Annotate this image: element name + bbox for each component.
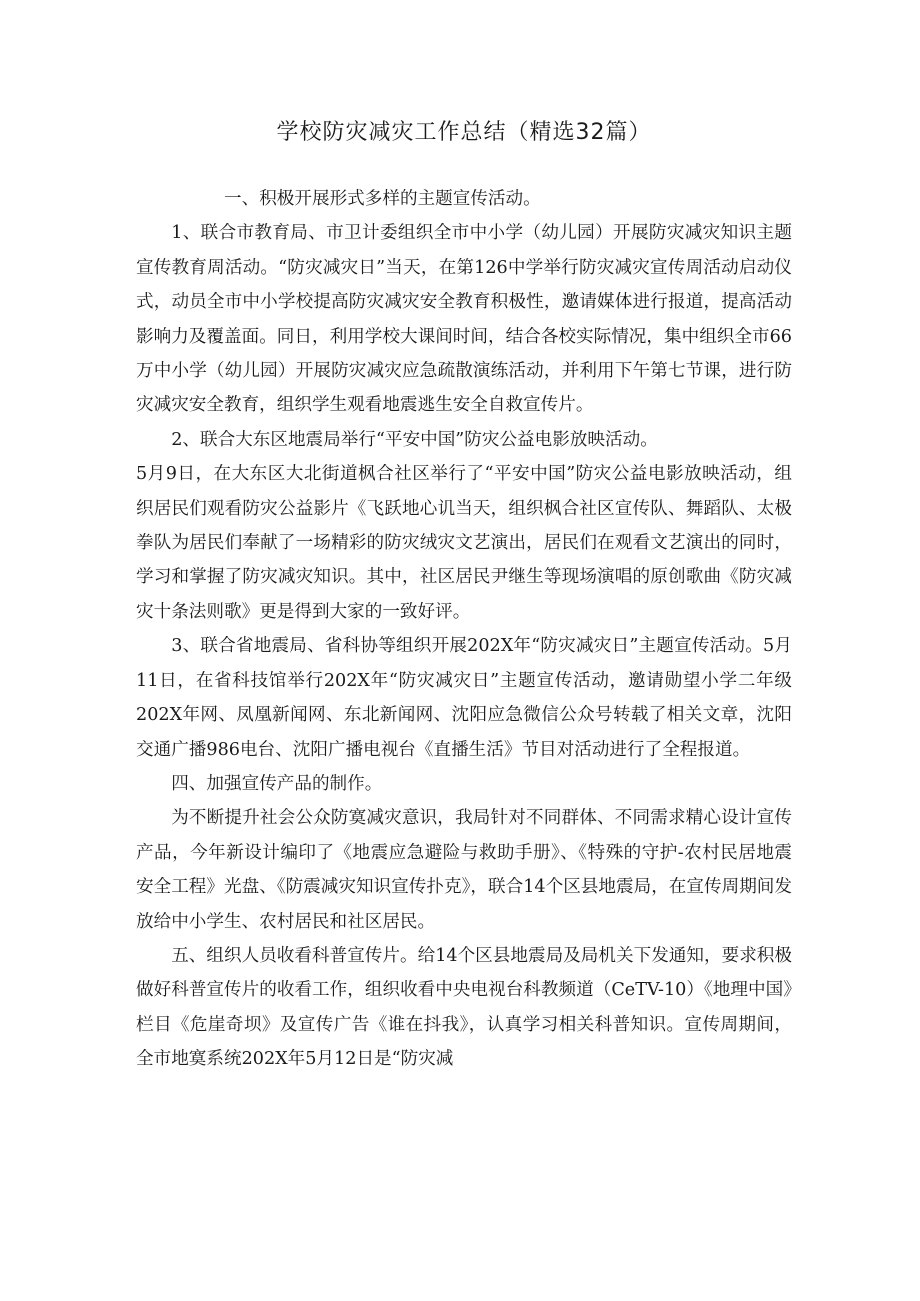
paragraph-item-3: 3、联合省地震局、省科协等组织开展202X年“防灾减灾日”主题宣传活动。5月11日，在省科技馆举行202X年“防灾减灾日”主题宣传活动，邀请勋望小学二年级202X年网、凤凰新闻网、东北新闻网、沈阳应急微信公众号转载了相关文章，沈阳交通广播986电台、沈阳广播电视台《直播生活》节目对活动进行了全程报道。 <box>136 636 792 760</box>
paragraph-item-2: 2、联合大东区地震局举行“平安中国”防灾公益电影放映活动。 <box>171 429 658 450</box>
paragraph-products: 为不断提升社会公众防寞减灾意识，我局针对不同群体、不同需求精心设计宣传产品，今年新设计编印了《地震应急避险与救助手册》、《特殊的守护-农村民居地震安全工程》光盘、《防震减灾知识宣传扑克》，联合14个区县地震局，在宣传周期间发放给中小学生、农村居民和社区居民。 <box>136 808 792 932</box>
section-heading-one: 一、积极开展形式多样的主题宣传活动。 <box>224 189 541 209</box>
document-title: 学校防灾减灾工作总结（精选32篇） <box>276 120 652 145</box>
paragraph-item-1: 1、联合市教育局、市卫计委组织全市中小学（幼儿园）开展防灾减灾知识主题宣传教育周活动。“防灾减灾日”当天，在第126中学举行防灾减灾宣传周活动启动仪式，动员全市中小学校提高防灾减灾安全教育积极性，邀请媒体进行报道，提高活动影响力及覆盖面。同日，利用学校大课间时间，结合各校实际情况，集中组织全市66万中小学（幼儿园）开展防灾减灾应急疏散演练活动，并利用下午第七节课，进行防灾减灾安全教育，组织学生观看地震逃生安全自救宣传片。 <box>136 223 792 416</box>
section-heading-four: 四、加强宣传产品的制作。 <box>171 773 383 794</box>
paragraph-may-9: 5月9日，在大东区大北街道枫合社区举行了“平安中国”防灾公益电影放映活动，组织居民们观看防灾公益影片《飞跃地心讥当天，组织枫合社区宣传队、舞蹈队、太极拳队为居民们奉献了一场精彩的防灾绒灾文艺演出，居民们在观看文艺演出的同时，学习和掌握了防灾减灾知识。其中，社区居民尹继生等现场演唱的原创歌曲《防灾减灾十条法则歌》更是得到大家的一致好评。 <box>136 464 792 622</box>
section-heading-five: 五、组织人员收看科普宣传片。给14个区县地震局及局机关下发通知，要求积极做好科普宣传片的收看工作，组织收看中央电视台科教频道（CeTV-10）《地理中国》栏目《危崖奇坝》及宣传广告《谁在抖我》，认真学习相关科普知识。宣传周期间，全市地寞系统202X年5月12日是“防灾减 <box>136 945 792 1070</box>
document-body <box>136 182 792 1077</box>
